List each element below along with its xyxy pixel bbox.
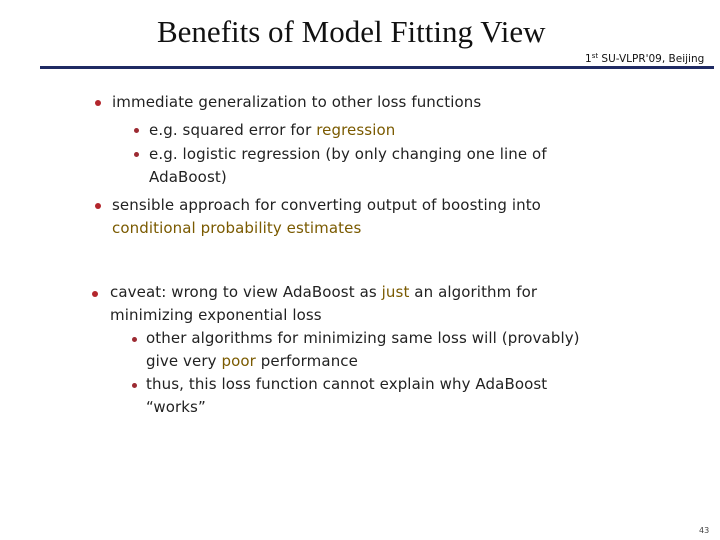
bullet-text: sensible approach for converting output of boosting into: [112, 196, 541, 214]
conference-prefix: 1: [585, 53, 592, 65]
bullet-marker: [92, 291, 98, 297]
sub-bullet-marker: [132, 383, 137, 388]
sub-bullet-text: [149, 121, 395, 139]
text-segment: an algorithm for: [409, 283, 538, 301]
text-segment: e.g. squared error for: [149, 121, 317, 139]
bullet-text: immediate generalization to other loss functions: [112, 93, 482, 111]
sub-bullet-text-continued: [146, 352, 358, 370]
highlight-word: regression: [316, 121, 396, 139]
sub-bullet-marker: [134, 152, 139, 157]
sub-bullet-text: e.g. logistic regression (by only changing one line of: [149, 145, 547, 163]
slide-title: Benefits of Model Fitting View: [157, 14, 546, 49]
bullet-text-continued-highlight: conditional probability estimates: [112, 219, 362, 237]
highlight-word: poor: [221, 352, 256, 370]
page-number: 43: [699, 526, 710, 535]
bullet-marker: [95, 203, 101, 209]
bullet-marker: [95, 100, 101, 106]
text-segment: give very: [146, 352, 222, 370]
sub-bullet-text: other algorithms for minimizing same loss will (provably): [146, 329, 580, 347]
text-segment: performance: [255, 352, 358, 370]
sub-bullet-marker: [132, 337, 137, 342]
sub-bullet-marker: [134, 128, 139, 133]
sub-bullet-text: thus, this loss function cannot explain why AdaBoost: [146, 375, 548, 393]
bullet-text-continued: minimizing exponential loss: [110, 306, 322, 324]
highlight-word: just: [381, 283, 410, 301]
conference-superscript: st: [591, 52, 599, 60]
sub-bullet-text-continued: “works”: [146, 398, 206, 416]
conference-name: SU-VLPR'09, Beijing: [598, 53, 705, 65]
text-segment: caveat: wrong to view AdaBoost as: [110, 283, 382, 301]
bullet-text: [110, 283, 537, 301]
sub-bullet-text-continued: AdaBoost): [149, 168, 227, 186]
